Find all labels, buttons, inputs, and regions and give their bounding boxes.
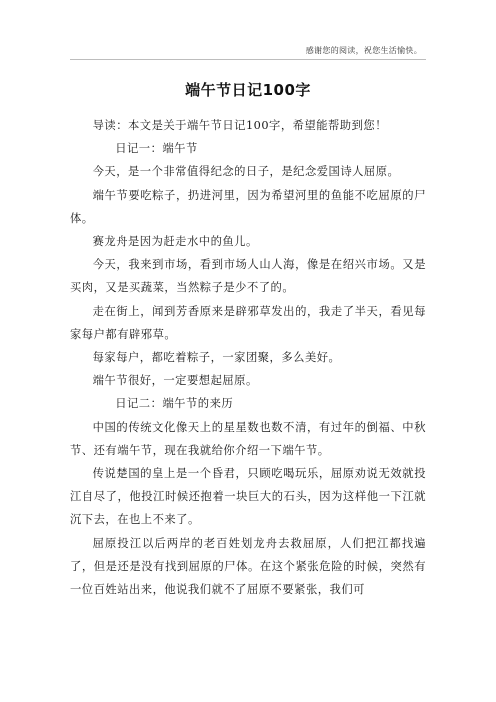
body-paragraph: 赛龙舟是因为赶走水中的鱼儿。 <box>92 235 258 249</box>
body-paragraph: 端午节很好，一定要想起屈原。 <box>92 374 258 388</box>
section-heading: 日记一：端午节 <box>115 142 198 156</box>
intro-paragraph: 导读：本文是关于端午节日记100字，希望能帮助到您！ <box>92 119 387 132</box>
body-paragraph: 中国的传统文化像天上的星星数也数不清，有过年的倒福、中秋节、还有端午节，现在我就给你介绍一下端午节。 <box>70 420 426 457</box>
document-body <box>70 114 426 601</box>
body-paragraph: 每家每户，都吃着粽子，一家团聚，多么美好。 <box>92 351 341 365</box>
body-paragraph: 屈原投江以后两岸的老百姓划龙舟去救屈原，人们把江都找遍了，但是还是没有找到屈原的尸体。在这个紧张危险的时候，突然有一位百姓站出来，他说我们就不了屈原不要紧张，我们可 <box>70 536 426 597</box>
header-divider <box>70 59 426 60</box>
body-paragraph: 走在街上，闻到芳香原来是辟邪草发出的，我走了半天，看见每家每户都有辟邪草。 <box>70 304 426 341</box>
header-note: 感谢您的阅读，祝您生活愉快。 <box>305 46 422 55</box>
document-title: 端午节日记100字 <box>185 81 311 99</box>
body-paragraph: 传说楚国的皇上是一个昏君，只顾吃喝玩乐，屈原劝说无效就投江自尽了，他投江时候还抱着一块巨大的石头，因为这样他一下江就沉下去，在也上不来了。 <box>70 467 426 527</box>
section-heading: 日记二：端午节的来历 <box>115 397 234 411</box>
body-paragraph: 今天，我来到市场，看到市场人山人海，像是在绍兴市场。又是买肉，又是买蔬菜，当然粽子是少不了的。 <box>70 258 426 295</box>
body-paragraph: 今天，是一个非常值得纪念的日子，是纪念爱国诗人屈原。 <box>92 165 400 179</box>
body-paragraph: 端午节要吃粽子，扔进河里，因为希望河里的鱼能不吃屈原的尸体。 <box>70 188 426 225</box>
